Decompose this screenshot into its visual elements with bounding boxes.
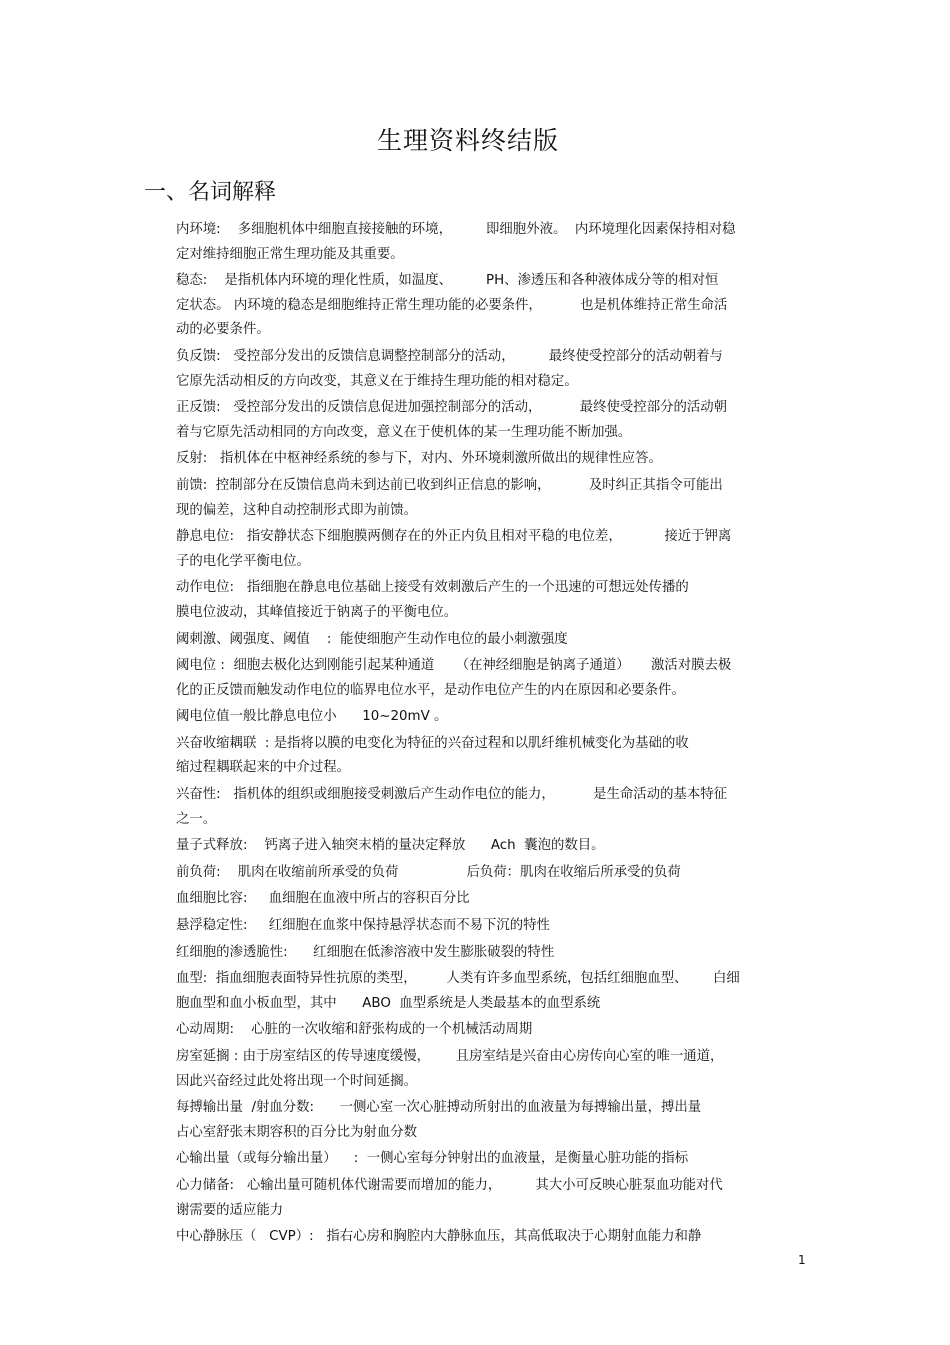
definition-line: 化的正反馈而触发动作电位的临界电位水平，是动作电位产生的内在原因和必要条件。 bbox=[176, 682, 685, 698]
definition-entry bbox=[176, 218, 806, 267]
definition-entry bbox=[176, 474, 806, 523]
definition-line: 缩过程耦联起来的中介过程。 bbox=[176, 760, 351, 776]
definition-line: 静息电位: 指安静状态下细胞膜两侧存在的外正内负且相对平稳的电位差， 接近于钾离 bbox=[176, 529, 732, 545]
definition-line: 胞血型和血小板血型，其中 ABO 血型系统是人类最基本的血型系统 bbox=[176, 995, 601, 1011]
definition-line: 血细胞比容: 血细胞在血液中所占的容积百分比 bbox=[176, 891, 470, 907]
definition-line: 阈电位值一般比静息电位小 10~20mV 。 bbox=[176, 709, 448, 725]
definition-entry bbox=[176, 269, 806, 343]
definition-line: 正反馈: 受控部分发出的反馈信息促进加强控制部分的活动， 最终使受控部分的活动朝 bbox=[176, 400, 728, 416]
definition-line: 内环境: 多细胞机体中细胞直接接触的环境， 即细胞外液。 内环境理化因素保持相对稳 bbox=[176, 222, 736, 237]
definition-line: 反射: 指机体在中枢神经系统的参与下，对内、外环境刺激所做出的规律性应答。 bbox=[176, 451, 662, 467]
definition-entry bbox=[176, 861, 806, 886]
definition-line: 动作电位: 指细胞在静息电位基础上接受有效刺激后产生的一个迅速的可想远处传播的 bbox=[176, 580, 689, 596]
definition-line: 心输出量（或每分输出量） : 一侧心室每分钟射出的血液量，是衡量心脏功能的指标 bbox=[176, 1151, 689, 1167]
definition-line: 阈刺激、阈强度、阈值 : 能使细胞产生动作电位的最小刺激强度 bbox=[176, 631, 568, 647]
definition-entry bbox=[176, 396, 806, 445]
definition-line: 心力储备: 心输出量可随机体代谢需要而增加的能力， 其大小可反映心脏泵血功能对代 bbox=[176, 1177, 723, 1193]
definition-line: 房室延搁 : 由于房室结区的传导速度缓慢， 且房室结是兴奋由心房传向心室的唯一通道， bbox=[176, 1049, 724, 1064]
definition-line: 血型: 指血细胞表面特异性抗原的类型， 人类有许多血型系统，包括红细胞血型、 白细 bbox=[176, 971, 740, 987]
definition-line: 心动周期: 心脏的一次收缩和舒张构成的一个机械活动周期 bbox=[176, 1022, 533, 1038]
definition-line: 前负荷: 肌肉在收缩前所承受的负荷 后负荷：肌肉在收缩后所承受的负荷 bbox=[176, 864, 681, 880]
definition-line: 它原先活动相反的方向改变，其意义在于维持生理功能的相对稳定。 bbox=[176, 373, 578, 389]
definition-entry bbox=[176, 834, 806, 859]
definition-line: 着与它原先活动相同的方向改变，意义在于使机体的某一生理功能不断加强。 bbox=[176, 424, 632, 440]
definition-entry bbox=[176, 1174, 806, 1223]
definition-entry bbox=[176, 783, 806, 832]
definition-line: 兴奋性: 指机体的组织或细胞接受刺激后产生动作电位的能力， 是生命活动的基本特征 bbox=[176, 787, 728, 803]
definition-entry bbox=[176, 1096, 806, 1145]
definition-entry bbox=[176, 654, 806, 703]
definition-line: 因此兴奋经过此处将出现一个时间延搁。 bbox=[176, 1073, 418, 1089]
definition-entry bbox=[176, 967, 806, 1016]
definition-entry bbox=[176, 732, 806, 781]
definition-entry bbox=[176, 887, 806, 912]
definition-line: 定对维持细胞正常生理功能及其重要。 bbox=[176, 246, 404, 262]
definition-entry bbox=[176, 941, 806, 966]
definition-line: 动的必要条件。 bbox=[176, 322, 270, 338]
definition-entry bbox=[176, 628, 806, 653]
definition-line: 前馈: 控制部分在反馈信息尚未到达前已收到纠正信息的影响， 及时纠正其指令可能出 bbox=[176, 477, 723, 493]
definition-line: 占心室舒张末期容积的百分比为射血分数 bbox=[176, 1124, 418, 1140]
definition-line: 每搏输出量 /射血分数: 一侧心室一次心脏搏动所射出的血液量为每搏输出量，搏出量 bbox=[176, 1100, 702, 1116]
definition-line: 兴奋收缩耦联 : 是指将以膜的电变化为特征的兴奋过程和以肌纤维机械变化为基础的收 bbox=[176, 735, 689, 751]
definition-entry bbox=[176, 1147, 806, 1172]
definition-entry bbox=[176, 1225, 806, 1250]
definition-line: 之一。 bbox=[176, 811, 217, 827]
definition-entry bbox=[176, 447, 806, 472]
definition-entry bbox=[176, 705, 806, 730]
definition-line: 量子式释放: 钙离子进入轴突末梢的量决定释放 Ach 囊泡的数目。 bbox=[176, 838, 605, 854]
definition-entry bbox=[176, 914, 806, 939]
definition-line: 谢需要的适应能力 bbox=[176, 1202, 284, 1218]
definition-line: 现的偏差，这种自动控制形式即为前馈。 bbox=[176, 502, 418, 518]
definition-entry bbox=[176, 1045, 806, 1094]
section-heading: 一、名词解释 bbox=[144, 180, 277, 205]
definition-entry bbox=[176, 576, 806, 625]
definition-line: 红细胞的渗透脆性: 红细胞在低渗溶液中发生膨胀破裂的特性 bbox=[176, 944, 555, 960]
definition-line: 膜电位波动，其峰值接近于钠离子的平衡电位。 bbox=[176, 604, 458, 620]
document-title: 生理资料终结版 bbox=[376, 126, 559, 155]
definition-line: 稳态: 是指机体内环境的理化性质，如温度、 PH、渗透压和各种液体成分等的相对恒 bbox=[176, 273, 719, 289]
definition-line: 中心静脉压（ CVP）: 指右心房和胸腔内大静脉血压，其高低取决于心期射血能力和静 bbox=[176, 1229, 702, 1245]
definition-entry bbox=[176, 345, 806, 394]
definition-line: 定状态。 内环境的稳态是细胞维持正常生理功能的必要条件， 也是机体维持正常生命活 bbox=[176, 297, 728, 313]
definition-line: 负反馈: 受控部分发出的反馈信息调整控制部分的活动， 最终使受控部分的活动朝着与 bbox=[176, 348, 723, 364]
definition-line: 阈电位 : 细胞去极化达到刚能引起某种通道 （在神经细胞是钠离子通道） 激活对膜去极 bbox=[176, 658, 732, 674]
definition-entry bbox=[176, 525, 806, 574]
definition-entry bbox=[176, 1018, 806, 1043]
definition-line: 子的电化学平衡电位。 bbox=[176, 553, 310, 569]
definitions-list bbox=[176, 218, 806, 1250]
page-number: 1 bbox=[798, 1253, 806, 1267]
definition-line: 悬浮稳定性: 红细胞在血浆中保持悬浮状态而不易下沉的特性 bbox=[176, 918, 550, 934]
